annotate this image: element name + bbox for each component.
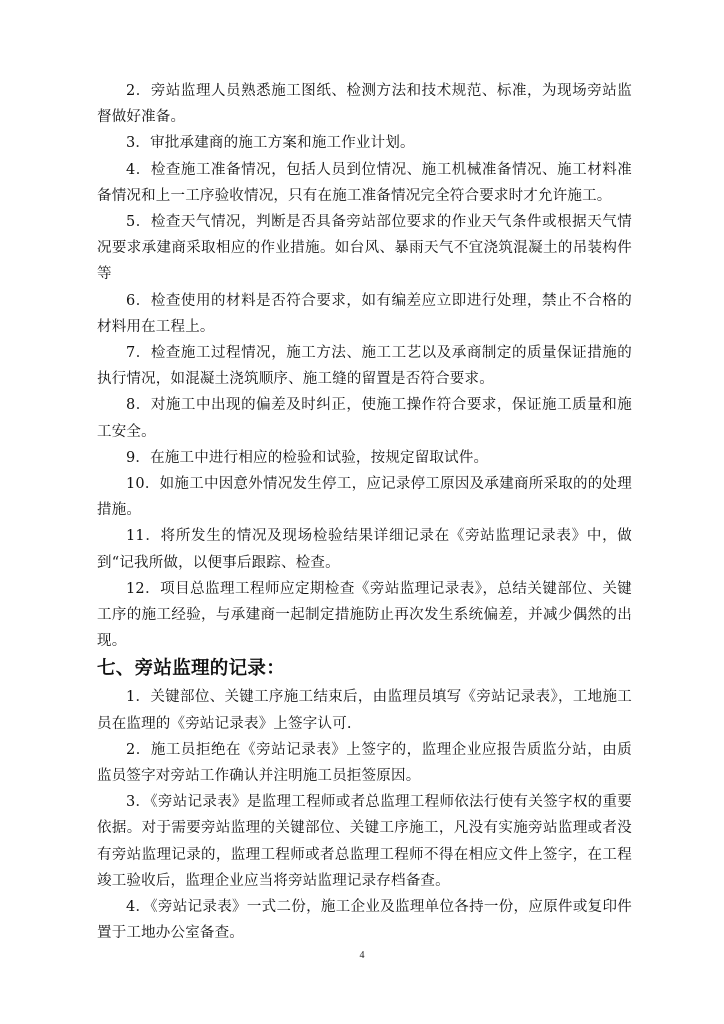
page-number: 4: [359, 950, 365, 961]
paragraph-item-3: 3．审批承建商的施工方案和施工作业计划。: [126, 135, 415, 152]
paragraph-item-2: 2．旁站监理人员熟悉施工图纸、检测方法和技术规范、标准，为现场旁站监督做好准备。: [97, 83, 632, 126]
record-item-2: 2．施工员拒绝在《旁站记录表》上签字的，监理企业应报告质监分站，由质监员签字对旁站工作确认并注明施工员拒签原因。: [97, 741, 632, 785]
paragraph-item-6: 6．检查使用的材料是否符合要求，如有编差应立即进行处理，禁止不合格的材料用在工程上。: [97, 292, 632, 335]
paragraph-item-5: 5．检查天气情况，判断是否具备旁站部位要求的作业天气条件或根据天气情况要求承建商采取相应的作业措施。如台风、暴雨天气不宜浇筑混凝土的吊装构件等: [97, 214, 632, 283]
paragraph-item-11: 11．将所发生的情况及现场检验结果详细记录在《旁站监理记录表》中，做到“记我所做，以便事后跟踪、检查。: [97, 528, 632, 571]
record-item-1: 1．关键部位、关键工序施工结束后，由监理员填写《旁站记录表》，工地施工员在监理的《旁站记录表》上签字认可.: [97, 689, 632, 732]
paragraph-item-12: 12．项目总监理工程师应定期检查《旁站监理记录表》，总结关键部位、关键工序的施工经验，与承建商一起制定措施防止再次发生系统偏差，并减少偶然的出现。: [97, 580, 632, 650]
paragraph-item-9: 9．在施工中进行相应的检验和试验，按规定留取试件。: [126, 449, 489, 466]
record-item-3: 3．《旁站记录表》是监理工程师或者总监理工程师依法行使有关签字权的重要依据。对于需要旁站监理的关键部位、关键工序施工，凡没有实施旁站监理或者没有旁站监理记录的，监理工程师或者总监理工程师不得在相应文件上签字，在工程竣工验收后，监理企业应当将旁站监理记录存档备查。: [97, 794, 632, 889]
paragraph-item-10: 10．如施工中因意外情况发生停工，应记录停工原因及承建商所采取的的处理措施。: [97, 476, 632, 519]
record-item-4: 4．《旁站记录表》一式二份，施工企业及监理单位各持一份，应原件或复印件置于工地办公室备查。: [97, 899, 632, 942]
section-heading: 七、旁站监理的记录：: [97, 658, 286, 680]
paragraph-item-8: 8．对施工中出现的偏差及时纠正，使施工操作符合要求，保证施工质量和施工安全。: [97, 397, 632, 440]
paragraph-item-7: 7．检查施工过程情况，施工方法、施工工艺以及承商制定的质量保证措施的执行情况，如混凝土浇筑顺序、施工缝的留置是否符合要求。: [97, 345, 632, 388]
paragraph-item-4: 4．检查施工准备情况，包括人员到位情况、施工机械准备情况、施工材料准备情况和上一工序验收情况，只有在施工准备情况完全符合要求时才允许施工。: [97, 161, 632, 204]
